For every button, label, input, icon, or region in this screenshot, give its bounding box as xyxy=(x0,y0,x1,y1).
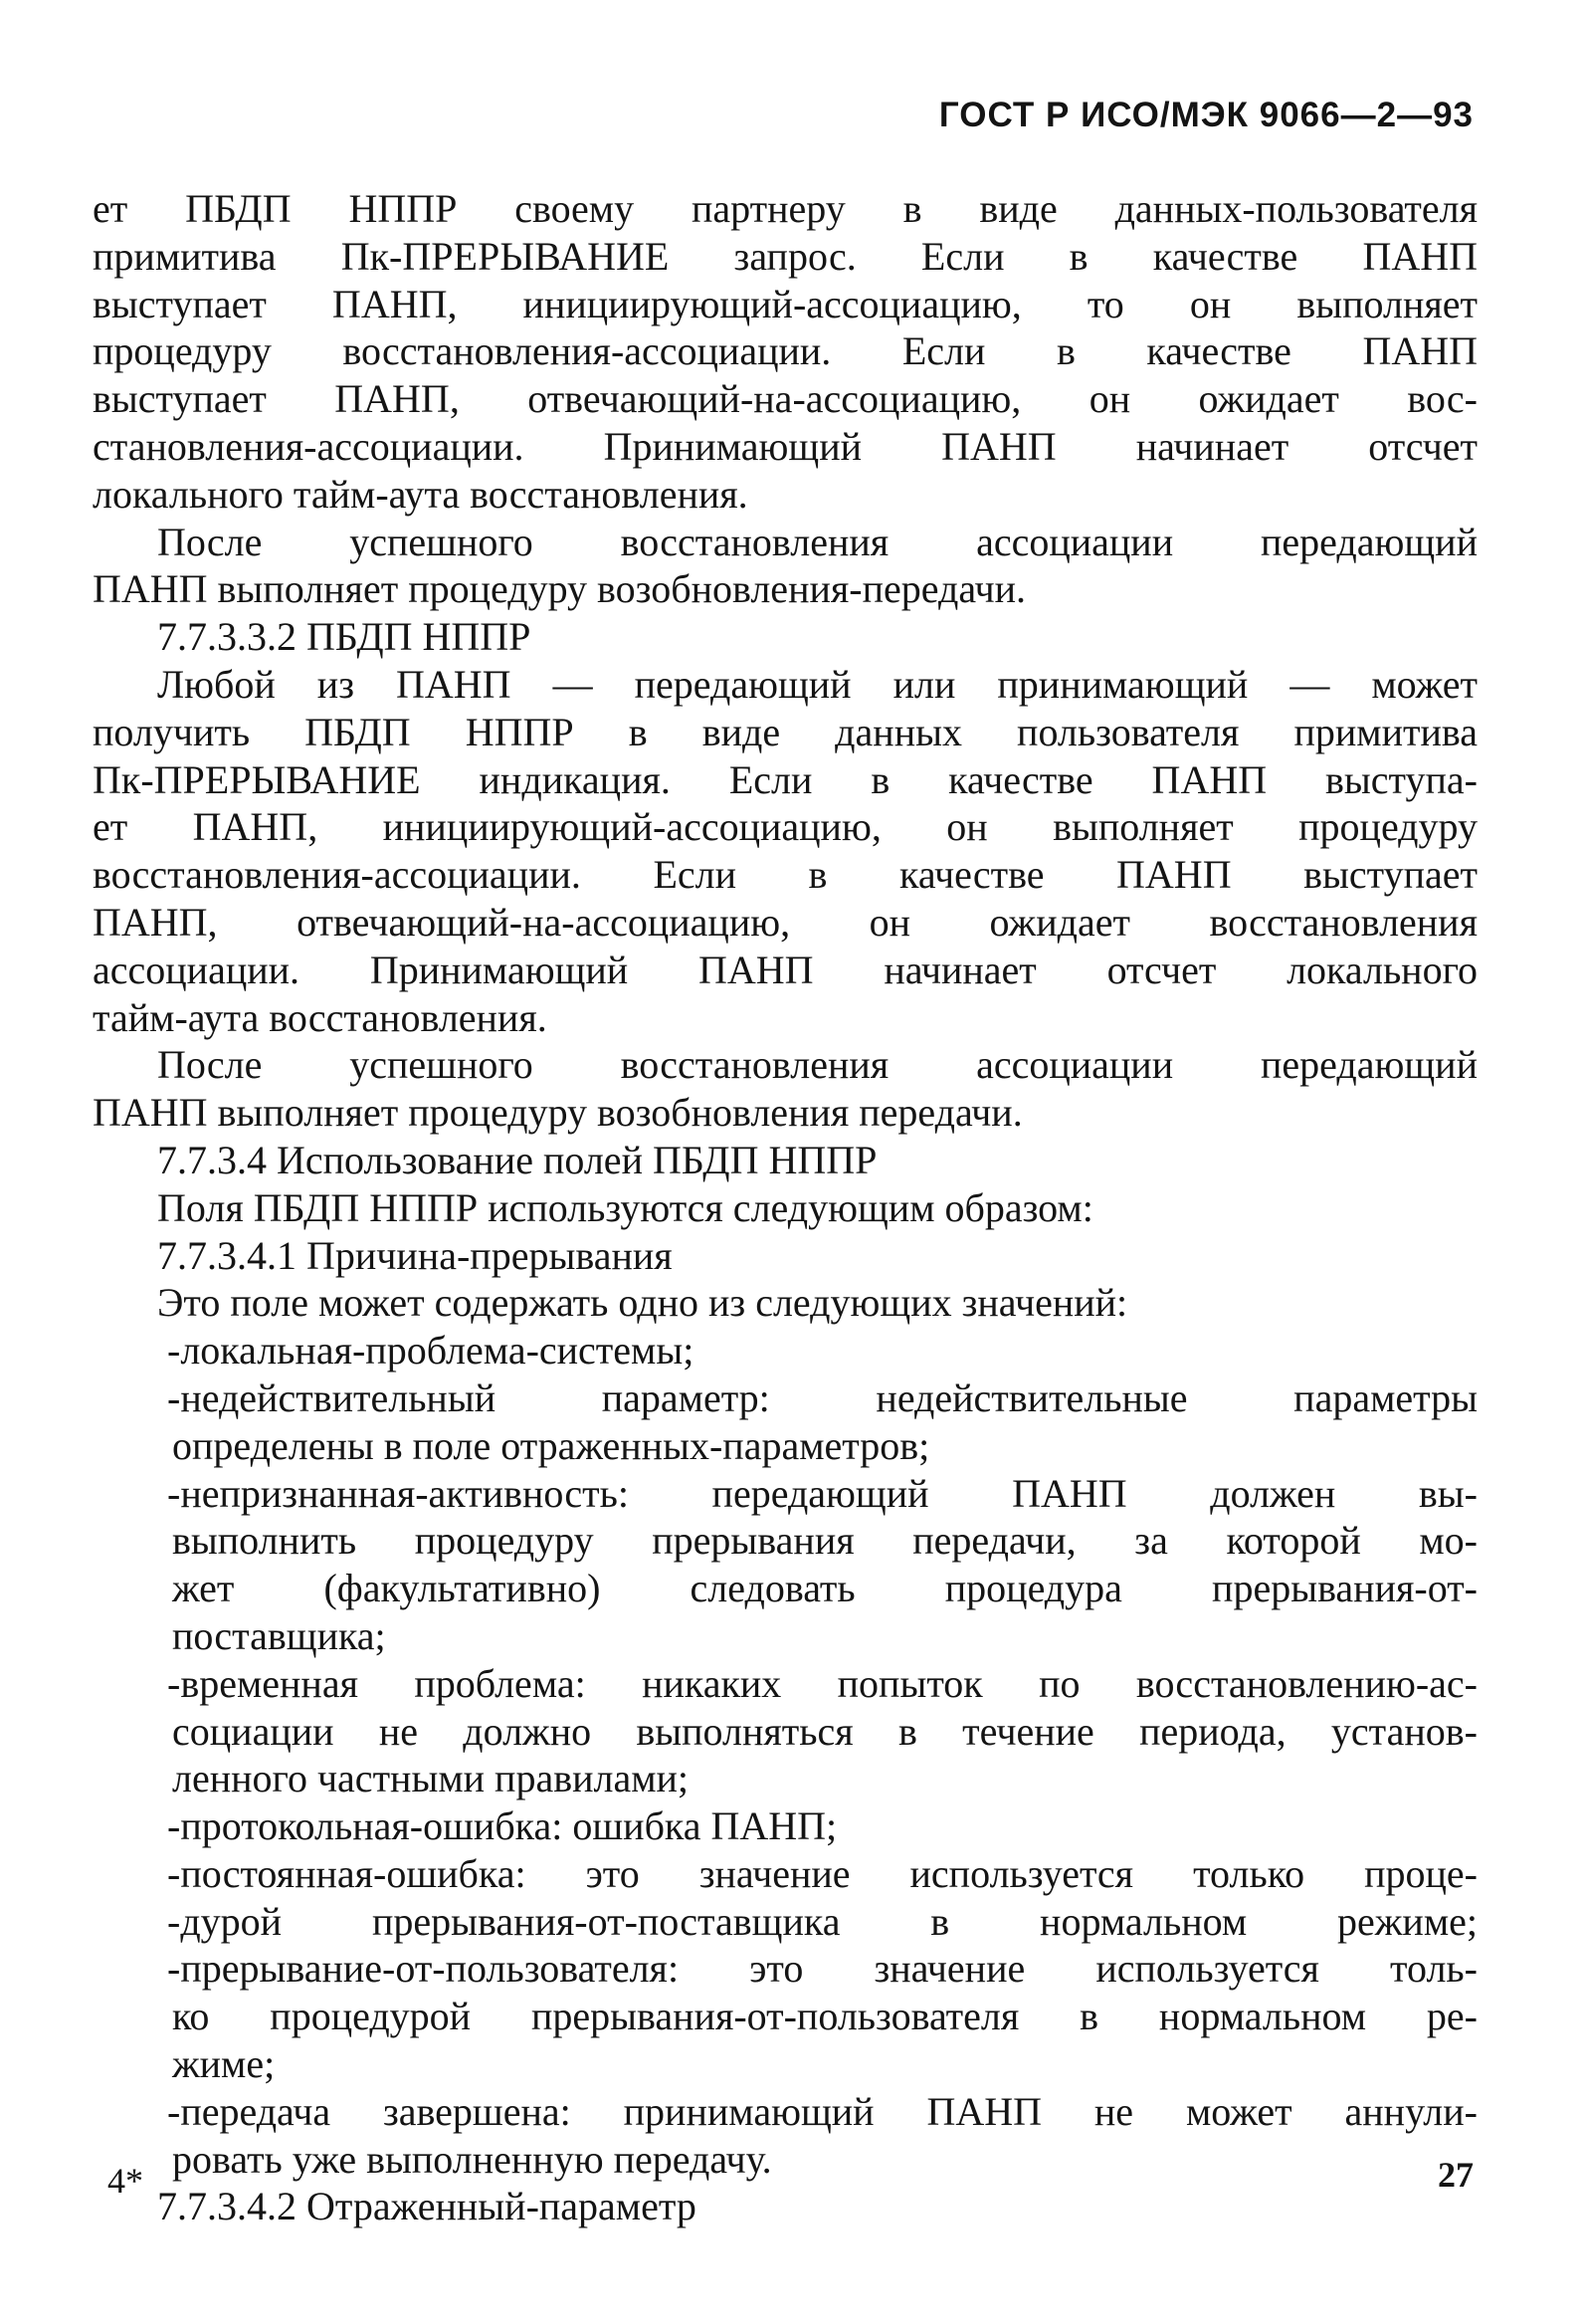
text-line: ет ПБДП НППР своему партнеру в виде данных-пользователя xyxy=(93,186,1478,231)
list-item: -непризнанная-активность: передающий ПАНП должен вы- xyxy=(167,1470,1478,1516)
list-item: -передача завершена: принимающий ПАНП не может аннули- xyxy=(167,2088,1478,2134)
list-item-continuation: ровать уже выполненную передачу. xyxy=(172,2136,772,2182)
list-item: -постоянная-ошибка: это значение используется только проце- xyxy=(167,1850,1478,1896)
text-line: Пк-ПРЕРЫВАНИЕ индикация. Если в качестве ПАНП выступа- xyxy=(93,756,1478,802)
list-item-continuation: ко процедурой прерывания-от-пользователя в нормальном ре- xyxy=(172,1994,1478,2039)
page-number: 27 xyxy=(1438,2155,1474,2195)
text-line: становления-ассоциации. Принимающий ПАНП начинает отсчет xyxy=(93,423,1478,469)
list-item-continuation: жет (факультативно) следовать процедура прерывания-от- xyxy=(172,1566,1478,1611)
list-item-continuation: социации не должно выполняться в течение периода, установ- xyxy=(172,1708,1478,1754)
text-line: ассоциации. Принимающий ПАНП начинает отсчет локального xyxy=(93,947,1478,992)
text-line: После успешного восстановления ассоциации передающий xyxy=(157,519,1478,564)
text-line: получить ПБДП НППР в виде данных пользователя примитива xyxy=(93,709,1478,754)
text-line: Любой из ПАНП — передающий или принимающий — может xyxy=(157,661,1478,707)
text-line: тайм-аута восстановления. xyxy=(93,994,547,1040)
list-item: -протокольная-ошибка: ошибка ПАНП; xyxy=(167,1803,838,1849)
text-line: локального тайм-аута восстановления. xyxy=(93,471,748,517)
list-item: -прерывание-от-пользователя: это значение используется толь- xyxy=(167,1946,1478,1992)
document-code-header: ГОСТ Р ИСО/МЭК 9066—2—93 xyxy=(938,96,1474,134)
text-line: выступает ПАНП, отвечающий-на-ассоциацию, он ожидает вос- xyxy=(93,376,1478,422)
text-line: ПАНП выполняет процедуру возобновления передачи. xyxy=(93,1090,1023,1136)
list-item-continuation: определены в поле отраженных-параметров; xyxy=(172,1422,930,1468)
list-item-continuation: ленного частными правилами; xyxy=(172,1756,690,1801)
text-line: примитива Пк-ПРЕРЫВАНИЕ запрос. Если в качестве ПАНП xyxy=(93,233,1478,279)
text-line: процедуру восстановления-ассоциации. Если в качестве ПАНП xyxy=(93,328,1478,374)
list-item: -локальная-проблема-системы; xyxy=(167,1328,694,1373)
section-heading: 7.7.3.4 Использование полей ПБДП НППР xyxy=(157,1137,878,1182)
list-item-continuation: жиме; xyxy=(172,2041,276,2087)
text-line: Это поле может содержать одно из следующих значений: xyxy=(157,1280,1128,1326)
body-text xyxy=(93,185,1478,2230)
signature-mark: 4* xyxy=(107,2161,143,2201)
text-line: выступает ПАНП, инициирующий-ассоциацию, то он выполняет xyxy=(93,281,1478,326)
text-line: восстановления-ассоциации. Если в качестве ПАНП выступает xyxy=(93,852,1478,898)
list-item: -дурой прерывания-от-поставщика в нормальном режиме; xyxy=(167,1898,1478,1944)
text-line: ПАНП выполняет процедуру возобновления-передачи. xyxy=(93,566,1027,612)
section-heading: 7.7.3.4.1 Причина-прерывания xyxy=(157,1232,673,1278)
list-item-continuation: выполнить процедуру прерывания передачи, за которой мо- xyxy=(172,1518,1478,1564)
text-line: После успешного восстановления ассоциации передающий xyxy=(157,1042,1478,1088)
text-line: Поля ПБДП НППР используются следующим образом: xyxy=(157,1184,1093,1230)
text-line: ет ПАНП, инициирующий-ассоциацию, он выполняет процедуру xyxy=(93,804,1478,850)
section-heading: 7.7.3.4.2 Отраженный-параметр xyxy=(157,2184,696,2229)
section-heading: 7.7.3.3.2 ПБДП НППР xyxy=(157,614,531,660)
list-item: -недействительный параметр: недействительные параметры xyxy=(167,1374,1478,1420)
text-line: ПАНП, отвечающий-на-ассоциацию, он ожидает восстановления xyxy=(93,899,1478,945)
list-item: -временная проблема: никаких попыток по восстановлению-ас- xyxy=(167,1660,1478,1706)
list-item-continuation: поставщика; xyxy=(172,1612,386,1658)
